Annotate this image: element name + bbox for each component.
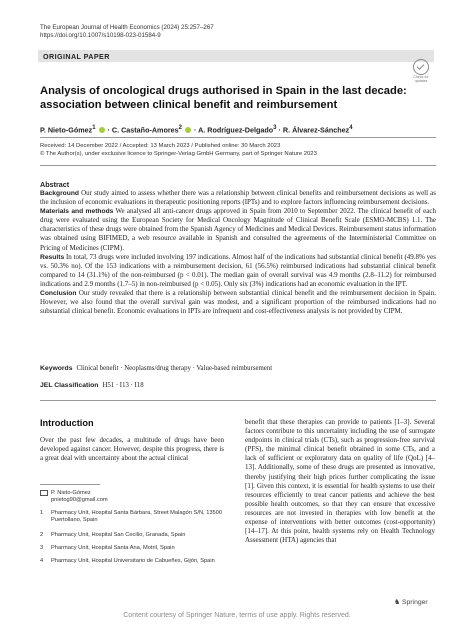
springer-horse-icon: ♞ [394, 599, 401, 606]
affiliation [40, 545, 226, 552]
affiliation [40, 558, 226, 565]
orcid-icon[interactable] [185, 127, 191, 133]
author-name[interactable]: C. Castaño-Amores [111, 125, 179, 135]
keywords-label: Keywords [40, 365, 73, 372]
introduction-heading: Introduction [40, 418, 94, 428]
affiliation-number: 4 [40, 558, 44, 564]
author-affiliation-number: 3 [273, 125, 277, 131]
abstract-heading: Abstract [40, 180, 70, 189]
orcid-icon[interactable] [99, 127, 105, 133]
section-text: Our study aimed to assess whether there was a relationship between clinical benefits and reimbursement decisions as well as the inclusion of economic evaluations in therapeutic positioning reports (IPTs) and to explore factors influencing reimbursement decisions. [40, 189, 436, 207]
jel-classification [40, 382, 144, 389]
section-text: In total, 73 drugs were included involving 197 indications. Almost half of the indications had substantial clinical benefit (49.8% yes vs. 50.3% no). Of the 153 indications with a reimbursement decision, 61 (56.5%) reimbursed indications had substantial clinical benefit compared to 14 (31.1%) of the non-reimbursed (p < 0.01). The median gain of overall survival was 4.9 months (2.8–11.2) for reimbursed indications and 2.9 months (1.7–5) in non-reimbursed (p < 0.05). Only six (3%) indications had an economic evaluation in the IPT. [40, 252, 437, 288]
jel-text: H51 · I13 · I18 [102, 382, 144, 389]
abstract-conclusion [40, 289, 436, 316]
author-name[interactable]: R. Álvarez-Sánchez [282, 125, 350, 135]
author-affiliation-number: 4 [349, 125, 353, 131]
copyright-line: © The Author(s), under exclusive licence to Springer-Verlag GmbH Germany, part of Springer Nature 2023 [40, 151, 317, 157]
intro-paragraph: Over the past few decades, a multitude of drugs have been developed against cancer. However, despite this progress, there is a great deal with uncertainty about the actual clinical [40, 436, 224, 463]
affiliation [40, 510, 226, 524]
abstract-results [40, 253, 436, 289]
right-column-text [245, 418, 435, 545]
footnote-rule [40, 484, 100, 485]
article-type-label: ORIGINAL PAPER [43, 51, 110, 61]
author-affiliation-number: 1 [92, 125, 96, 131]
corresponding-author [40, 490, 226, 504]
affiliation-number: 1 [40, 510, 44, 516]
abstract-body [40, 189, 436, 316]
check-for-updates-badge[interactable] [412, 59, 430, 81]
affiliation [40, 532, 226, 539]
journal-header [40, 24, 214, 41]
mail-icon [40, 490, 48, 496]
author-name[interactable]: P. Nieto-Gómez [40, 125, 93, 135]
journal-citation: The European Journal of Health Economics (2024) 25:257–267 [40, 24, 214, 31]
section-text: Our study revealed that there is a relationship between substantial clinical benefit and the reimbursement decision in Spain. However, we also found that the overall survival gain was modest, and a significant proportion of the reimbursed indications had no substantial clinical benefit. Economic evaluations in IPTs are infrequent and cost-effectiveness analysis is not provided by CIPM. [40, 289, 436, 316]
affiliation-number: 2 [40, 532, 44, 538]
courtesy-notice: Content courtesy of Springer Nature, terms of use apply. Rights reserved. [123, 612, 351, 619]
section-label: Background [40, 190, 80, 197]
author-list: P. Nieto-Gómez$^1$ · C. Castaño-Amores$^2$ · A. Rodríguez-Delgado$^3$ · R. Álvarez-Sánchez$^4$ [40, 125, 353, 135]
divider [40, 400, 436, 401]
publication-dates [40, 142, 317, 158]
affiliation-text: Pharmacy Unit, Hospital Santa Bárbara, Street Malagón S/N, 13500 Puertollano, Spain [51, 510, 223, 524]
affiliation-text: Pharmacy Unit, Hospital Universitario de Cabueñes, Gijón, Spain [51, 558, 215, 564]
doi-link[interactable]: https://doi.org/10.1007/s10198-023-01584-9 [40, 32, 161, 40]
author-name[interactable]: A. Rodríguez-Delgado [198, 125, 274, 135]
abstract-methods [40, 207, 436, 252]
check-updates-label: Check for updates [413, 75, 429, 83]
abstract-background [40, 189, 436, 207]
check-updates-icon [413, 59, 429, 75]
jel-label: JEL Classification [40, 382, 99, 389]
author-affiliation-number: 2 [178, 125, 182, 131]
right-paragraph: benefit that these therapies can provide to patients [1–3]. Several factors contribute to this uncertainty including the use of surrogate endpoints in clinical trials (CTs), such as progression-free survival (PFS), the minimal clinical benefit obtained in some CTs, and a lack of sufficient or exploratory data on quality of life (QoL) [4–13]. Additionally, some of these drugs are presented as innovative, thereby justifying their high prices further complicating the issue [1]. Given this context, it is essential for health systems to use their resources efficiently to treat cancer patients and achieve the best possible health outcomes, so that they can ensure that excessive resources are not invested in therapies with low benefit at the expense of interventions with better outcomes (cost-opportunity) [14–17]. At this point, health systems rely on Health Technology Assessment (HTA) agencies that [245, 418, 435, 545]
section-label: Materials and methods [40, 208, 114, 216]
keywords [40, 365, 272, 372]
corresponding-email[interactable]: pnietog90@gmail.com [51, 497, 108, 504]
corresponding-name: P. Nieto-Gómez [51, 490, 91, 496]
divider [40, 165, 436, 166]
section-label: Results [40, 253, 65, 261]
divider [40, 137, 436, 138]
publisher-name: Springer [401, 599, 428, 606]
section-label: Conclusion [40, 290, 77, 298]
affiliation-number: 3 [40, 545, 44, 551]
keywords-text: Clinical benefit · Neoplasms/drug therapy · Value-based reimbursement [76, 365, 273, 372]
article-title: Analysis of oncological drugs authorised in Spain in the last decade: association between clinical benefit and reimbursement [40, 85, 407, 111]
article-type-bar [38, 50, 434, 62]
section-text: We analysed all anti-cancer drugs approved in Spain from 2010 to September 2022. The clinical benefit of each drug were evaluated using the European Society for Medical Oncology Magnitude of Clinical Benefit Scale (ESMO-MCBS) 1.1. The characteristics of these drugs were obtained from the Spanish Agency of Medicines and Medical Devices. Reimbursement status information was obtained using BIFIMED, a web resource available in Spanish and consulted the agreements of the Interministerial Committee on Pricing of Medicines (CIPM). [40, 207, 436, 252]
affiliation-text: Pharmacy Unit, Hospital Santa Ana, Motril, Spain [51, 545, 175, 551]
publisher-logo [394, 598, 428, 606]
affiliation-text: Pharmacy Unit, Hospital San Cecilio, Granada, Spain [51, 532, 186, 538]
dates-line: Received: 14 December 2022 / Accepted: 13 March 2023 / Published online: 30 March 2023 [40, 143, 281, 149]
introduction-text [40, 436, 224, 463]
